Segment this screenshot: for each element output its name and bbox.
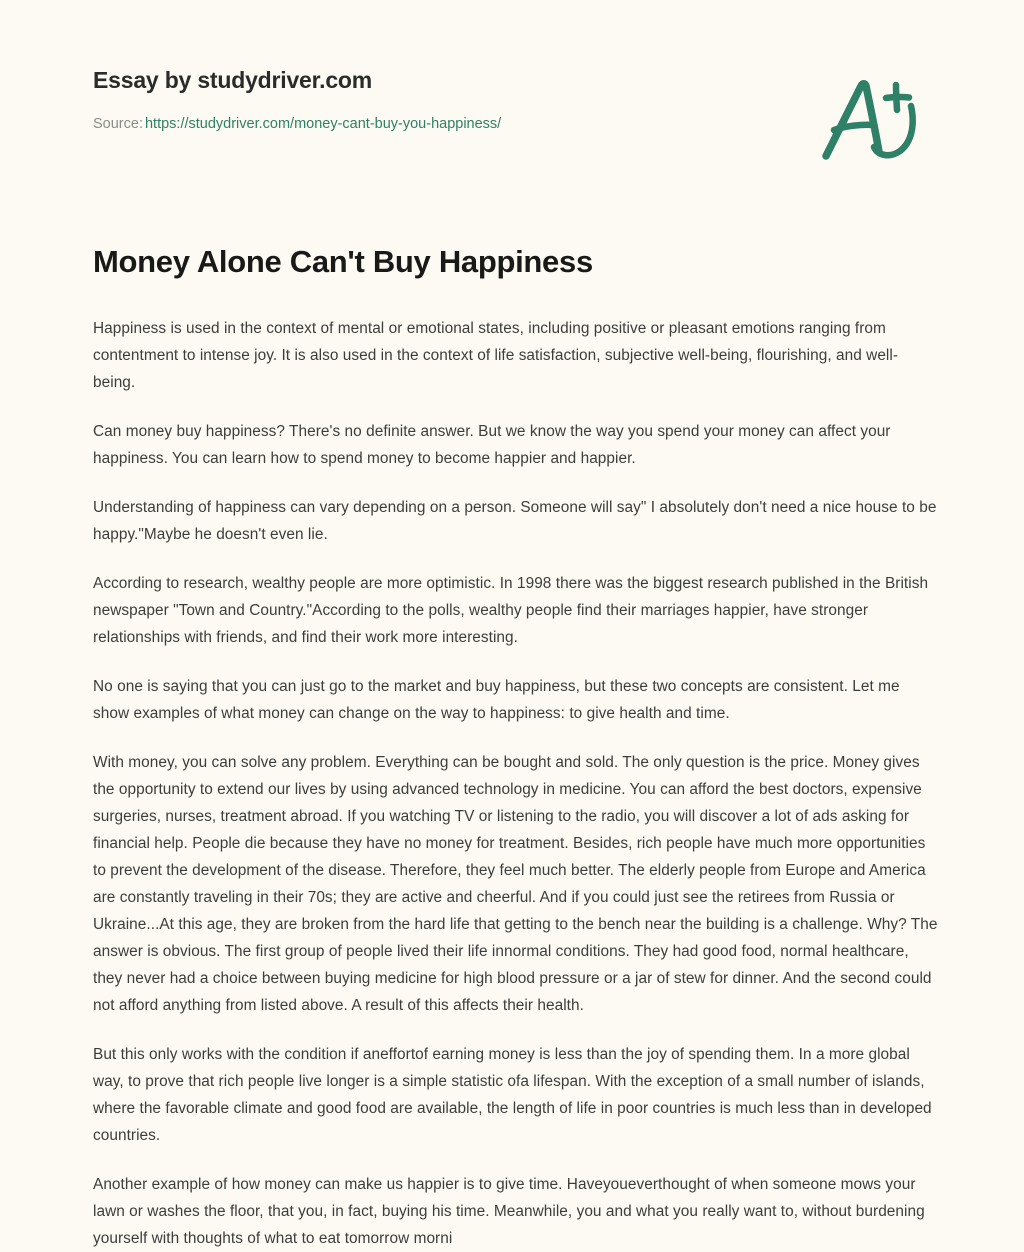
paragraph: But this only works with the condition if aneffortof earning money is less than the joy of spending them. In a more global way, to prove that rich people live longer is a simple statistic ofa lifespan. With the exception of a small number of islands, where the favorable climate and good food are available, the length of life in poor countries is much less than in developed countries. [93,1045,932,1144]
paragraph: Can money buy happiness? There's no definite answer. But we know the way you spend your money can affect your happiness. You can learn how to spend money to become happier and happier. [93,422,891,467]
paragraph: Understanding of happiness can vary depending on a person. Someone will say" I absolutely don't need a nice house to be happy."Maybe he doesn't even lie. [93,498,937,543]
brand-title: Essay by studydriver.com [93,67,373,93]
paragraph: With money, you can solve any problem. Everything can be bought and sold. The only question is the price. Money gives the opportunity to extend our lives by using advanced technology in medicine. You can afford the best doctors, expensive surgeries, nurses, treatment abroad. If you watching TV or listening to the radio, you will discover a lot of ads asking for financial help. People die because they have no money for treatment. Besides, rich people have much more opportunities to prevent the development of the disease. Therefore, they feel much better. The elderly people from Europe and America are constantly traveling in their 70s; they are active and cheerful. And if you could just see the retirees from Russia or Ukraine...At this age, they are broken from the hard life that getting to the bench near the building is a challenge. Why? The answer is obvious. The first group of people lived their life innormal conditions. They had good food, normal healthcare, they never had a choice between buying medicine for high blood pressure or a jar of stew for dinner. And the second could not afford anything from listed above. A result of this affects their health. [93,753,938,1014]
paragraph: Happiness is used in the context of mental or emotional states, including positive or pleasant emotions ranging from contentment to intense joy. It is also used in the context of life satisfaction, subjective well-being, flourishing, and well-being. [93,319,899,391]
source-url-link[interactable]: https://studydriver.com/money-cant-buy-you-happiness/ [144,115,502,132]
paragraph: No one is saying that you can just go to the market and buy happiness, but these two concepts are consistent. Let me show examples of what money can change on the way to happiness: to give health and time. [93,677,900,722]
a-plus-logo-icon [812,68,922,168]
document-header [0,0,1024,200]
paragraph: Another example of how money can make us happier is to give time. Haveyoueverthought of when someone mows your lawn or washes the floor, that you, in fact, buying his time. Meanwhile, you and what you really want to, without burdening yourself with thoughts of what to eat tomorrow morni [93,1175,925,1247]
paragraph: According to research, wealthy people are more optimistic. In 1998 there was the biggest research published in the British newspaper "Town and Country."According to the polls, wealthy people find their marriages happier, have stronger relationships with friends, and find their work more interesting. [93,574,929,646]
article-body [93,315,938,1252]
page-title: Money Alone Can't Buy Happiness [93,244,593,279]
article [93,243,938,1252]
source-label: Source: [93,115,143,132]
source-line [93,115,733,134]
brand-block [93,67,733,133]
a-plus-logo-svg [812,68,922,168]
